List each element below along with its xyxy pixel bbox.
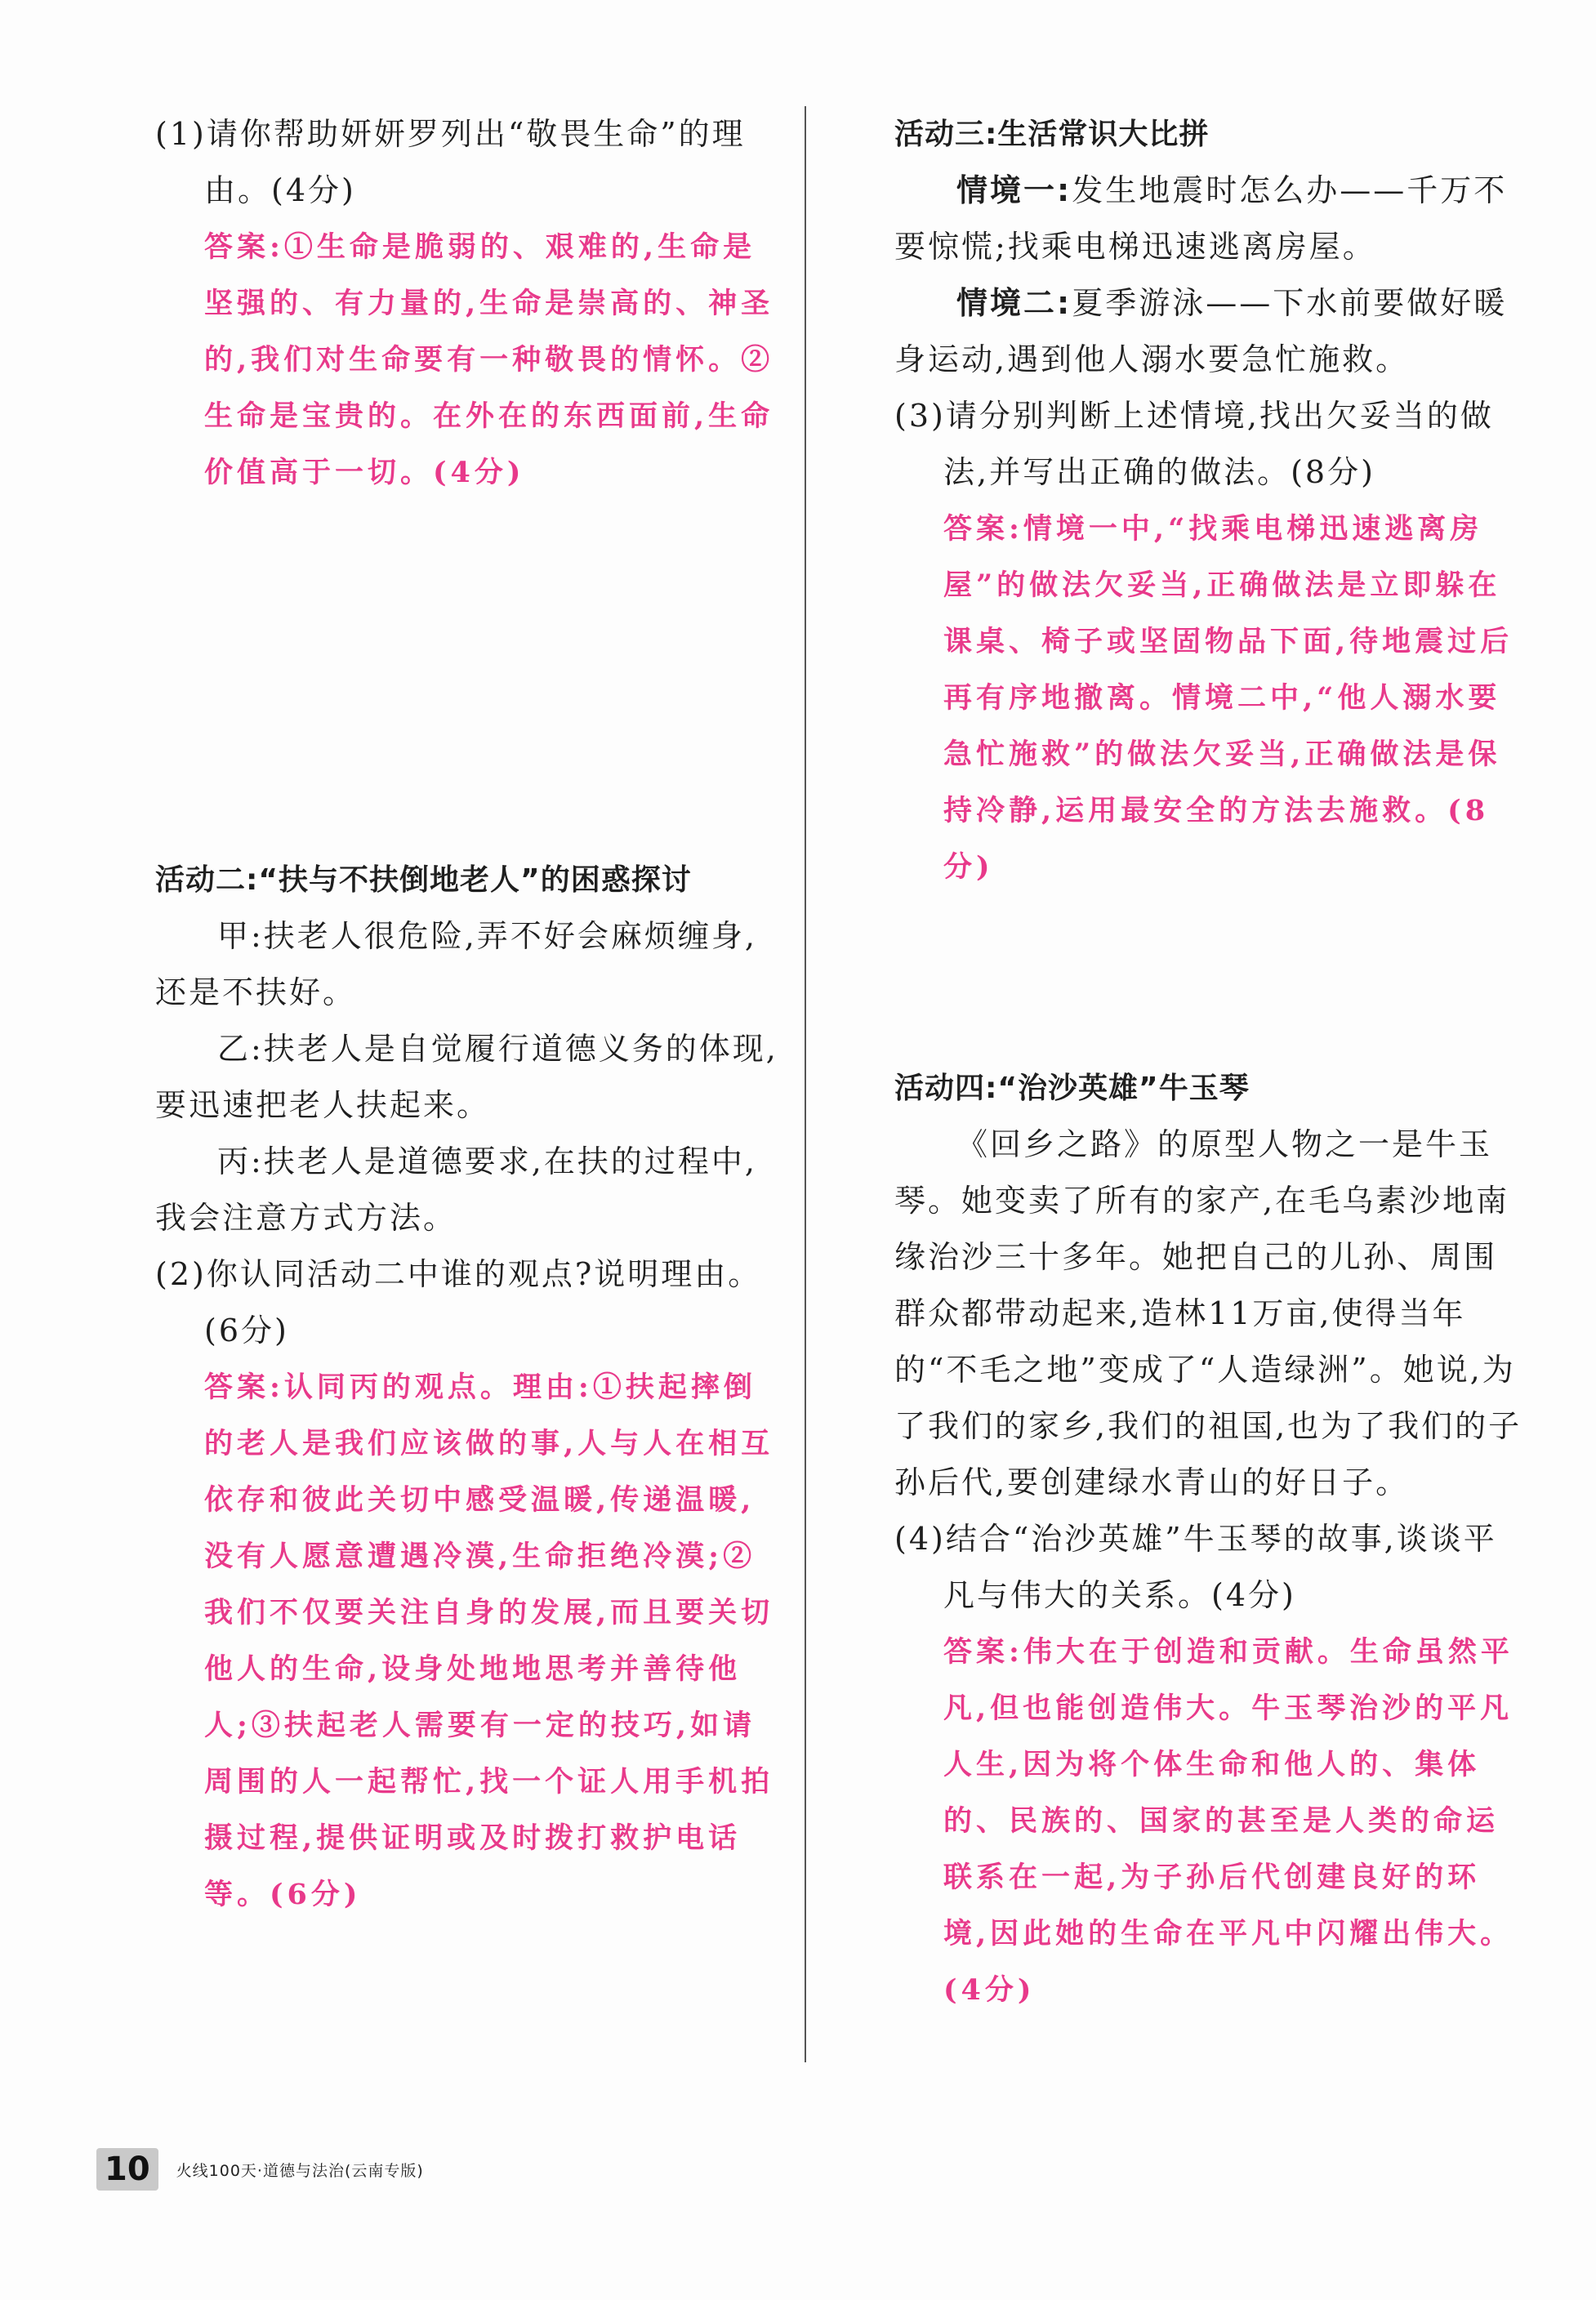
page-number: 10 (96, 2148, 158, 2191)
page-footer (96, 2148, 424, 2191)
scenario-2-text: 夏季游泳——下水前要做好暖身运动,遇到他人溺水要急忙施救。 (894, 285, 1508, 377)
scenario-2 (894, 275, 1523, 388)
story-niu-yuqin: 《回乡之路》的原型人物之一是牛玉琴。她变卖了所有的家产,在毛乌素沙地南缘治沙三十多年。她把自己的儿孙、周围群众都带动起来,造林11万亩,使得当年的“不毛之地”变成了“人造绿洲”。她说,为了我们的家乡,我们的祖国,也为了我们的子孙后代,要创建绿水青山的好日子。 (894, 1126, 1522, 1500)
activity-2-heading: 活动二:“扶与不扶倒地老人”的困惑探讨 (155, 863, 692, 897)
scenario-1-text: 发生地震时怎么办——千万不要惊慌;找乘电梯迅速逃离房屋。 (894, 172, 1508, 265)
question-3: (3)请分别判断上述情境,找出欠妥当的做法,并写出正确的做法。(8分) (894, 398, 1494, 490)
left-column (155, 106, 784, 1923)
book-title: 火线100天·道德与法治(云南专版) (176, 2161, 424, 2180)
opinion-bing: 丙:扶老人是道德要求,在扶的过程中,我会注意方式方法。 (155, 1143, 757, 1236)
answer-4: 答案:伟大在于创造和贡献。生命虽然平凡,但也能创造伟大。牛玉琴治沙的平凡人生,因为将个体生命和他人的、集体的、民族的、国家的甚至是人类的命运联系在一起,为子孙后代创建良好的环境,因此她的生命在平凡中闪耀出伟大。(4分) (943, 1635, 1514, 2007)
column-divider (805, 106, 806, 2062)
answer-2: 答案:认同丙的观点。理由:①扶起摔倒的老人是我们应该做的事,人与人在相互依存和彼此关切中感受温暖,传递温暖,没有人愿意遭遇冷漠,生命拒绝冷漠;②我们不仅要关注自身的发展,而且要关切他人的生命,设身处地地思考并善待他人;③扶起老人需要有一定的技巧,如请周围的人一起帮忙,找一个证人用手机拍摄过程,提供证明或及时拨打救护电话等。(6分) (204, 1371, 774, 1911)
activity-4-heading: 活动四:“治沙英雄”牛玉琴 (894, 1072, 1250, 1105)
opinion-jia: 甲:扶老人很危险,弄不好会麻烦缠身,还是不扶好。 (155, 918, 757, 1010)
scenario-1 (894, 163, 1523, 275)
opinion-yi: 乙:扶老人是自觉履行道德义务的体现,要迅速把老人扶起来。 (155, 1031, 778, 1123)
right-column (894, 106, 1523, 2018)
scenario-1-label: 情境一: (956, 172, 1072, 208)
question-1: (1)请你帮助妍妍罗列出“敬畏生命”的理由。(4分) (155, 116, 746, 208)
question-4: (4)结合“治沙英雄”牛玉琴的故事,谈谈平凡与伟大的关系。(4分) (894, 1521, 1497, 1613)
activity-3-heading: 活动三:生活常识大比拼 (894, 118, 1210, 151)
answer-3: 答案:情境一中,“找乘电梯迅速逃离房屋”的做法欠妥当,正确做法是立即躲在课桌、椅子或坚固物品下面,待地震过后再有序地撤离。情境二中,“他人溺水要急忙施救”的做法欠妥当,正确做法是保持冷静,运用最安全的方法去施救。(8分) (943, 512, 1514, 884)
question-2: (2)你认同活动二中谁的观点?说明理由。(6分) (155, 1256, 762, 1348)
scenario-2-label: 情境二: (956, 285, 1072, 321)
answer-1: 答案:①生命是脆弱的、艰难的,生命是坚强的、有力量的,生命是崇高的、神圣的,我们对生命要有一种敬畏的情怀。②生命是宝贵的。在外在的东西面前,生命价值高于一切。(4分) (204, 230, 774, 489)
